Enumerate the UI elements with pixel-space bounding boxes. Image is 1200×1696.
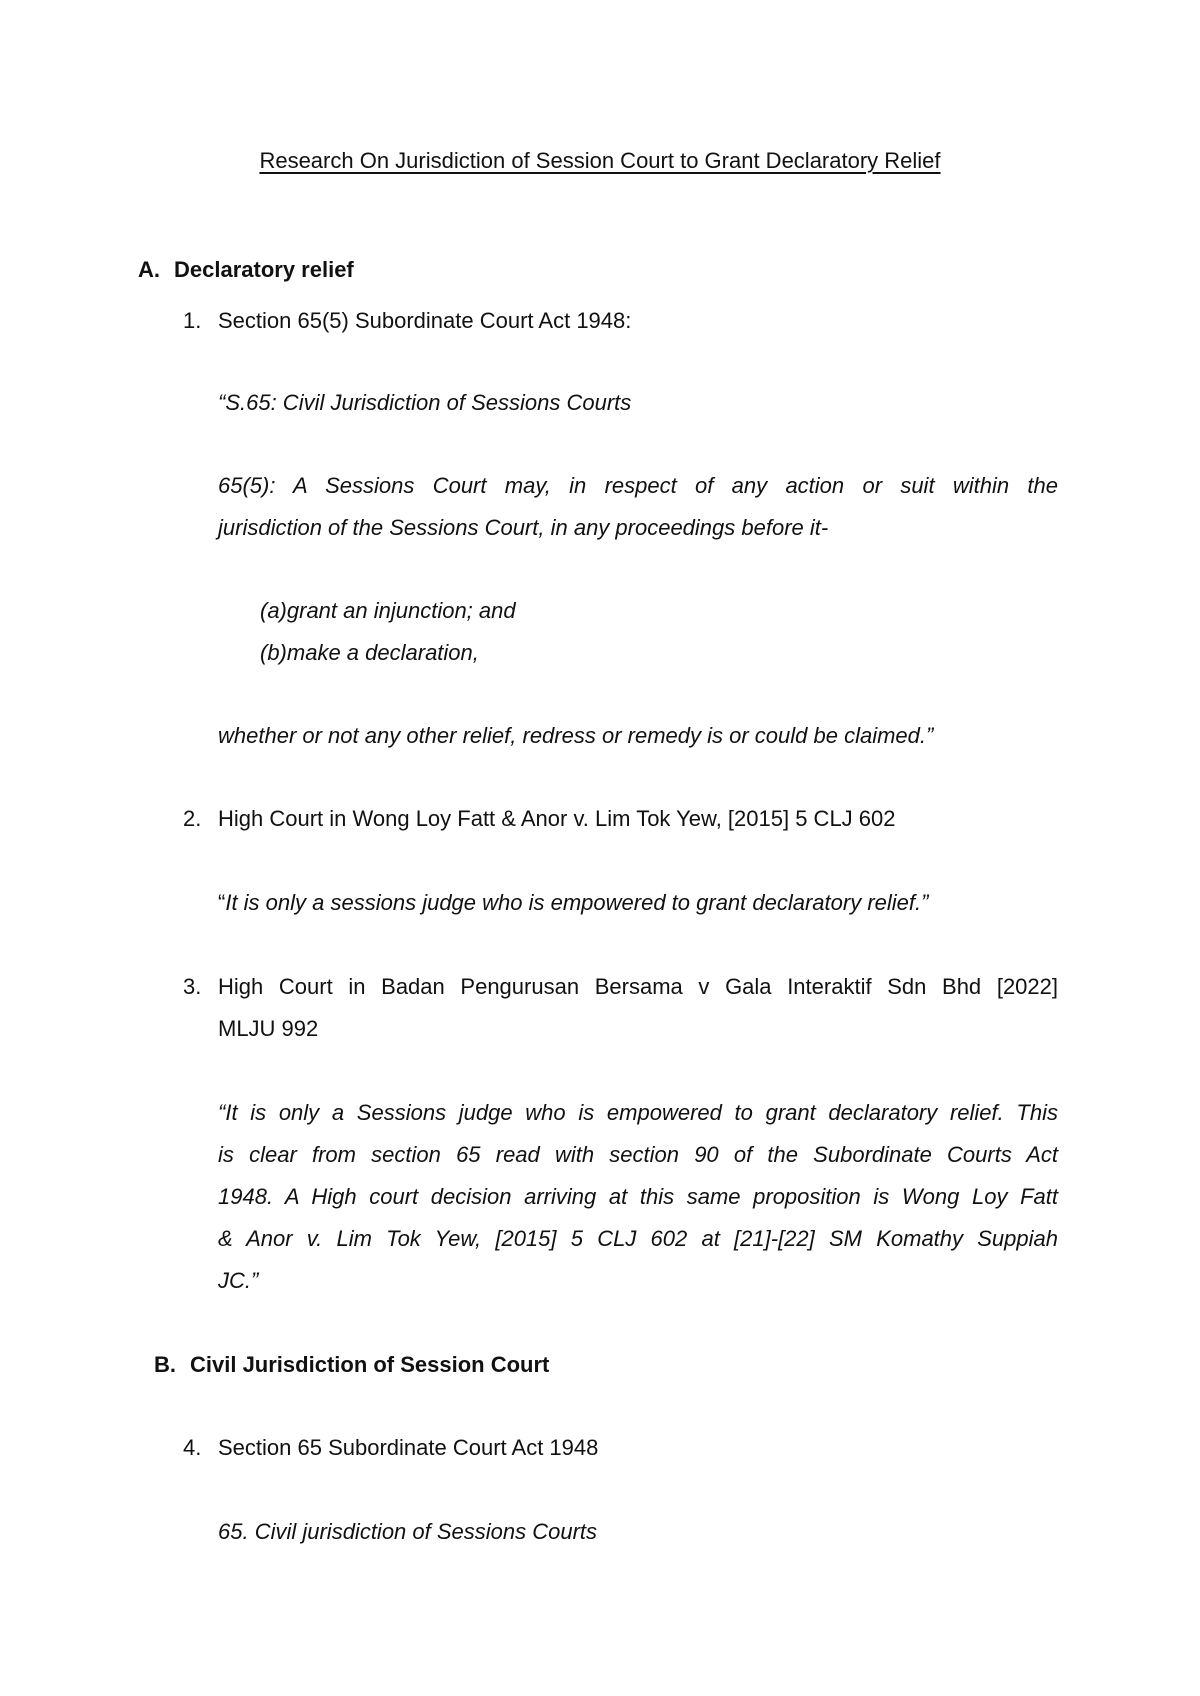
item-2-quote xyxy=(218,888,928,918)
item-1-closing: whether or not any other relief, redress or remedy is or could be claimed.” xyxy=(218,723,934,748)
item-3-number: 3. xyxy=(183,974,202,999)
item-4-number: 4. xyxy=(183,1435,202,1460)
item-3-quote-line-4: & Anor v. Lim Tok Yew, [2015] 5 CLJ 602 at [21]-[22] SM Komathy Suppiah xyxy=(218,1226,1058,1251)
item-1-sub-a: (a)grant an injunction; and xyxy=(260,598,516,623)
section-b-heading: Civil Jurisdiction of Session Court xyxy=(190,1352,550,1377)
item-3-quote-line-2: is clear from section 65 read with section 90 of the Subordinate Courts Act xyxy=(218,1142,1058,1167)
item-1-paragraph-line-2: jurisdiction of the Sessions Court, in any proceedings before it- xyxy=(218,515,829,540)
section-a-heading: Declaratory relief xyxy=(174,257,354,282)
item-3-quote-line-3: 1948. A High court decision arriving at this same proposition is Wong Loy Fatt xyxy=(218,1184,1058,1209)
item-4-quote-heading: 65. Civil jurisdiction of Sessions Courts xyxy=(218,1519,598,1544)
item-1-text: Section 65(5) Subordinate Court Act 1948: xyxy=(218,308,632,333)
item-3-quote-line-1: “It is only a Sessions judge who is empowered to grant declaratory relief. This xyxy=(218,1100,1058,1125)
item-4-text: Section 65 Subordinate Court Act 1948 xyxy=(218,1435,599,1460)
document-title: Research On Jurisdiction of Session Court to Grant Declaratory Relief xyxy=(259,148,941,173)
item-2-number: 2. xyxy=(183,806,202,831)
item-3-quote-line-5: JC.” xyxy=(218,1268,259,1293)
item-2-text: High Court in Wong Loy Fatt & Anor v. Lim Tok Yew, [2015] 5 CLJ 602 xyxy=(218,806,896,831)
item-1-quote-heading: “S.65: Civil Jurisdiction of Sessions Courts xyxy=(218,390,632,415)
item-1-sub-b: (b)make a declaration, xyxy=(260,640,479,665)
item-3-text-line-1: High Court in Badan Pengurusan Bersama v Gala Interaktif Sdn Bhd [2022] xyxy=(218,974,1058,999)
item-3-text-line-2: MLJU 992 xyxy=(218,1016,319,1041)
item-1-number: 1. xyxy=(183,308,202,333)
section-a-label: A. xyxy=(138,257,160,282)
section-b-label: B. xyxy=(154,1352,176,1377)
item-2-quote-text: It is only a sessions judge who is empowered to grant declaratory relief.” xyxy=(225,890,929,915)
item-2-quote-open: “ xyxy=(218,890,226,915)
item-1-paragraph-line-1: 65(5): A Sessions Court may, in respect of any action or suit within the xyxy=(218,473,1058,498)
